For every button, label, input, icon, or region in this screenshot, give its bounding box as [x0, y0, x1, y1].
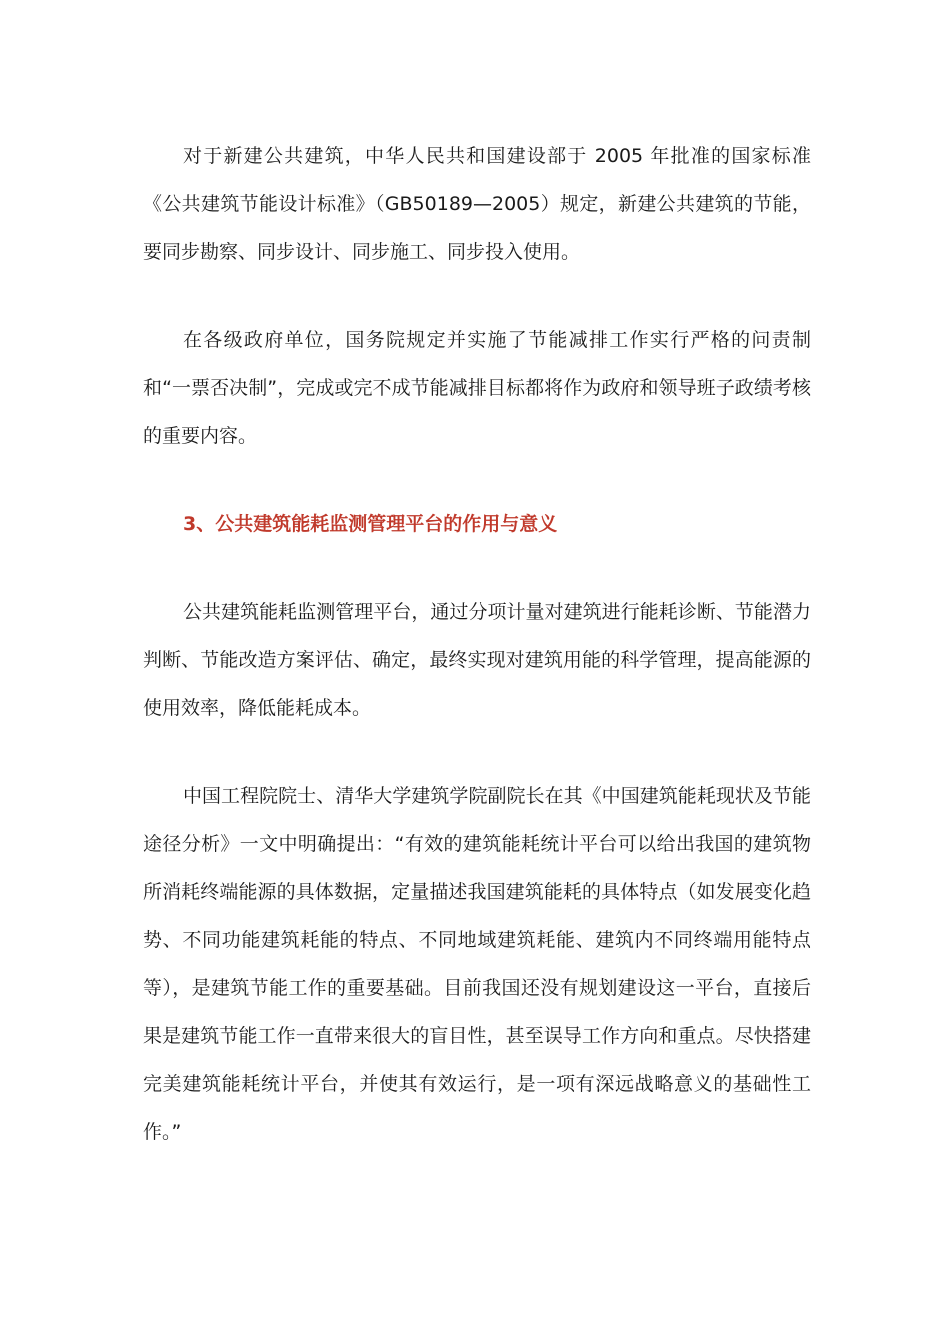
paragraph-platform-function: 公共建筑能耗监测管理平台，通过分项计量对建筑进行能耗诊断、节能潜力判断、节能改造方案评估、确定，最终实现对建筑用能的科学管理，提高能源的使用效率，降低能耗成本。: [143, 601, 811, 719]
paragraph-accountability-system: 在各级政府单位，国务院规定并实施了节能减排工作实行严格的问责制和“一票否决制”，完成或完不成节能减排目标都将作为政府和领导班子政绩考核的重要内容。: [143, 329, 811, 447]
paragraph-new-building-standard: 对于新建公共建筑，中华人民共和国建设部于 2005 年批准的国家标准《公共建筑节能设计标准》（GB50189—2005）规定，新建公共建筑的节能，要同步勘察、同步设计、同步施工、同步投入使用。: [143, 145, 811, 263]
section-heading: 3、公共建筑能耗监测管理平台的作用与意义: [183, 513, 558, 535]
document-body: [143, 132, 811, 1156]
paragraph-academic-quote: 中国工程院院士、清华大学建筑学院副院长在其《中国建筑能耗现状及节能途径分析》一文中明确提出：“有效的建筑能耗统计平台可以给出我国的建筑物所消耗终端能源的具体数据，定量描述我国建筑能耗的具体特点（如发展变化趋势、不同功能建筑耗能的特点、不同地域建筑耗能、建筑内不同终端用能特点等），是建筑节能工作的重要基础。目前我国还没有规划建设这一平台，直接后果是建筑节能工作一直带来很大的盲目性，甚至误导工作方向和重点。尽快搭建完美建筑能耗统计平台，并使其有效运行，是一项有深远战略意义的基础性工作。”: [143, 785, 811, 1143]
